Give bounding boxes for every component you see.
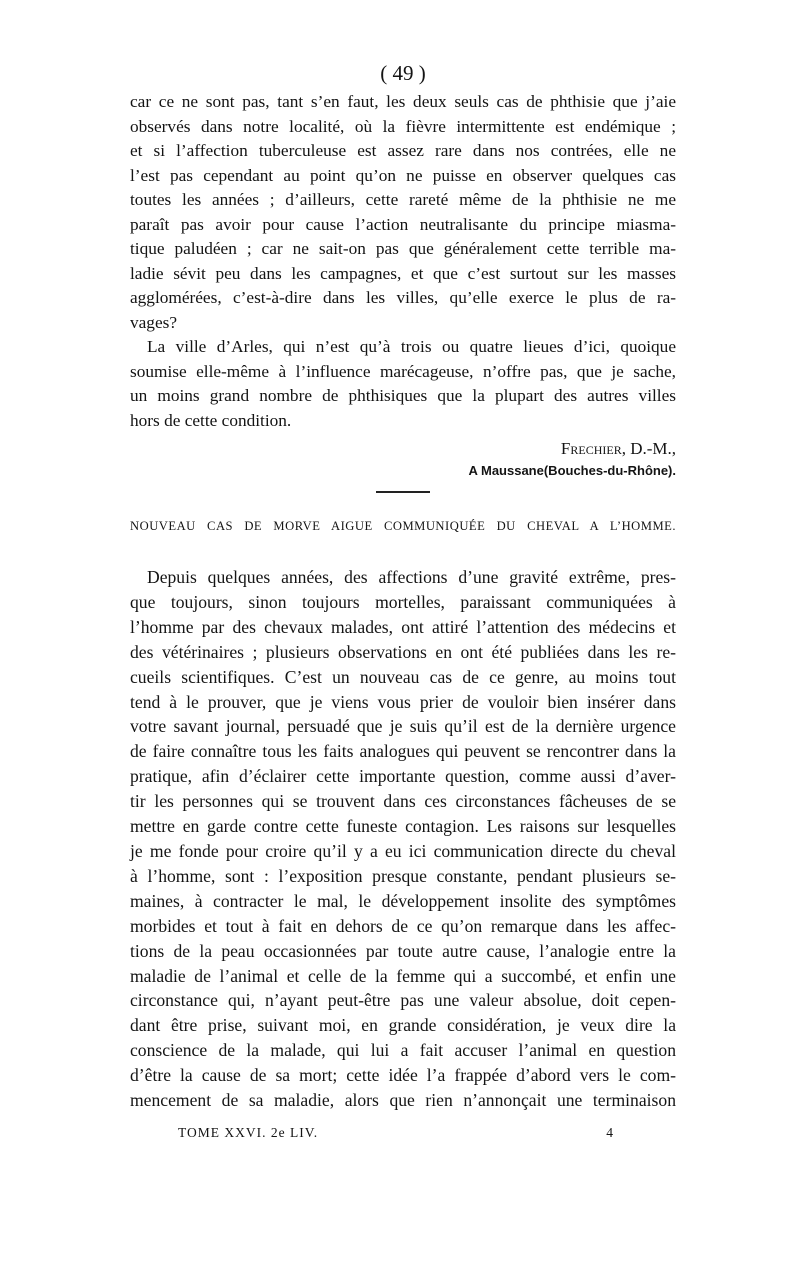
text-line: morbides et tout à fait en dehors de ce qu’on remarque dans les affec- <box>130 915 676 936</box>
text-line: tend à le prouver, que je viens vous prier de vouloir bien insérer dans <box>130 691 676 712</box>
text-line: d’être la cause de sa mort; cette idée l’a frappée d’abord vers le com- <box>130 1065 676 1086</box>
text-line: soumise elle-même à l’influence marécageuse, n’offre pas, que je sache, <box>130 361 676 381</box>
text-line: mettre en garde contre cette funeste contagion. Les raisons sur lesquelles <box>130 816 676 837</box>
paragraph-morve <box>130 565 676 1113</box>
text-line: et si l’affection tuberculeuse est assez rare dans nos contrées, elle ne <box>130 141 676 160</box>
author-location: A Maussane(Bouches-du-Rhône). <box>468 463 676 478</box>
signature-mark: 4 <box>606 1125 614 1140</box>
text-line: des vétérinaires ; plusieurs observations en ont été publiées dans les re- <box>130 641 676 662</box>
text-line: maladie de l’animal et celle de la femme qui a succombé, et enfin une <box>130 965 676 986</box>
text-line: pratique, afin d’éclairer cette importante question, comme aussi d’aver- <box>130 766 676 787</box>
text-line: ladie sévit peu dans les campagnes, et que c’est surtout sur les masses <box>130 263 676 283</box>
text-line: je me fonde pour croire qu’il y a eu ici communication directe du cheval <box>130 840 676 861</box>
text-line: de faire connaître tous les faits analogues qui peuvent se rencontrer dans la <box>130 741 676 762</box>
page-number: ( 49 ) <box>380 61 426 85</box>
text-line: conscience de la malade, qui lui a fait accuser l’animal en question <box>130 1040 676 1061</box>
text-line: paraît pas avoir pour cause l’action neutralisante du principe miasma- <box>130 214 676 234</box>
text-line: tions de la peau occasionnées par toute autre cause, l’analogie entre la <box>130 940 676 961</box>
text-line: mencement de sa maladie, alors que rien n’annonçait une terminaison <box>130 1090 676 1111</box>
text-line: vages? <box>130 312 178 332</box>
volume-mark: TOME XXVI. 2e LIV. <box>178 1125 319 1140</box>
text-line: maines, à contracter le mal, le développement insolite des symptômes <box>130 890 676 911</box>
text-line: circonstance qui, n’ayant peut-être pas une valeur absolue, doit cepen- <box>130 990 676 1011</box>
text-line: tir les personnes qui se trouvent dans ces circonstances fâcheuses de se <box>130 791 676 812</box>
page-footer <box>178 1123 614 1143</box>
text-line: l’est pas cependant au point qu’on ne puisse en observer quelques cas <box>130 165 676 185</box>
text-line: hors de cette condition. <box>130 410 292 430</box>
paragraph-phthisie <box>130 90 676 335</box>
text-line: La ville d’Arles, qui n’est qu’à trois ou quatre lieues d’ici, quoique <box>147 337 676 356</box>
text-line: tique paludéen ; car ne sait-on pas que généralement cette terrible ma- <box>130 239 676 258</box>
paragraph-arles <box>130 335 676 433</box>
text-line: l’homme par des chevaux malades, ont attiré l’attention des médecins et <box>130 616 676 637</box>
document-page <box>130 58 676 1113</box>
text-line: que toujours, sinon toujours mortelles, paraissant communiquées à <box>130 591 676 612</box>
text-line: dant être prise, suivant moi, en grande considération, je veux dire la <box>130 1015 676 1036</box>
text-line: à l’homme, sont : l’exposition presque constante, pendant plusieurs se- <box>130 865 676 886</box>
author-signature: Frechier, D.-M., <box>560 439 676 458</box>
text-line: toutes les années ; d’ailleurs, cette rareté même de la phthisie ne me <box>130 190 676 209</box>
text-line: car ce ne sont pas, tant s’en faut, les deux seuls cas de phthisie que j’aie <box>130 92 676 111</box>
text-line: votre savant journal, persuadé que je suis qu’il est de la dernière urgence <box>130 716 676 737</box>
section-divider <box>376 491 430 493</box>
text-line: cueils scientifiques. C’est un nouveau cas de ce genre, au moins tout <box>130 666 676 687</box>
text-line: Depuis quelques années, des affections d’une gravité extrême, pres- <box>147 567 676 587</box>
text-line: observés dans notre localité, où la fièvre intermittente est endémique ; <box>130 116 676 136</box>
section-title: NOUVEAU CAS DE MORVE AIGUE COMMUNIQUÉE DU CHEVAL A L’HOMME. <box>130 519 676 533</box>
text-line: un moins grand nombre de phthisiques que la plupart des autres villes <box>130 386 676 405</box>
text-line: agglomérées, c’est-à-dire dans les villes, qu’elle exerce le plus de ra- <box>130 288 676 307</box>
